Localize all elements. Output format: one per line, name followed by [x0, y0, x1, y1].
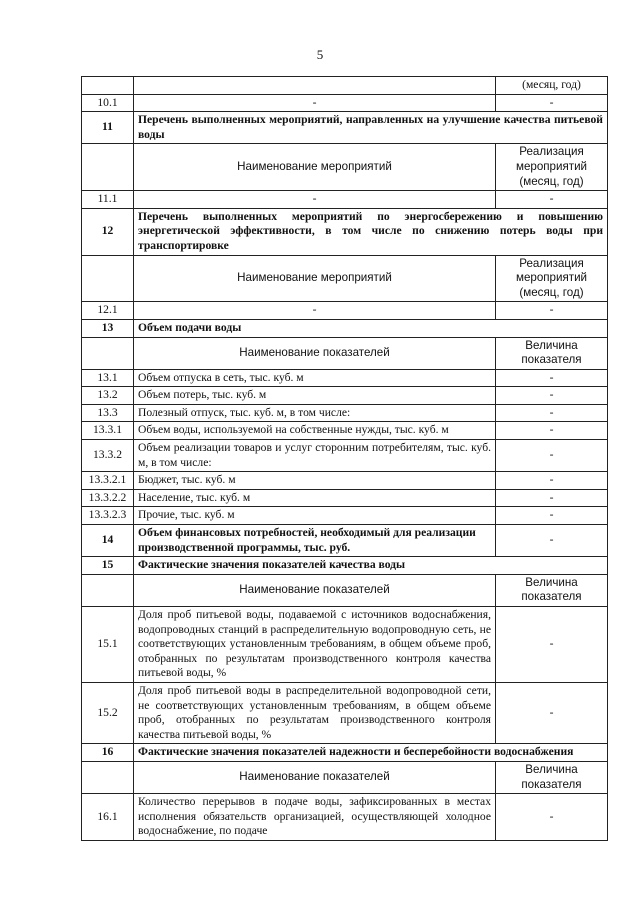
section-number: 13	[82, 319, 134, 337]
page-number: 5	[316, 47, 324, 62]
row-value: -	[496, 404, 608, 422]
measures-header: Наименование мероприятий	[134, 144, 496, 191]
table-row	[82, 191, 608, 209]
row-value: -	[496, 682, 608, 743]
section-title: Объем финансовых потребностей, необходимый для реализации производственной программы, тыс. руб.	[134, 525, 496, 557]
row-value: -	[496, 422, 608, 440]
table-row	[82, 387, 608, 405]
header-row	[82, 761, 608, 793]
indicators-header: Наименование показателей	[134, 761, 496, 793]
row-value: -	[496, 191, 608, 209]
row-name-dash: -	[134, 191, 496, 209]
value-header: Величина показателя	[496, 574, 608, 606]
table-row	[82, 302, 608, 320]
row-number: 15.1	[82, 607, 134, 683]
row-name: Объем воды, используемой на собственные нужды, тыс. куб. м	[134, 422, 496, 440]
row-value: -	[496, 369, 608, 387]
section-title: Фактические значения показателей качества воды	[134, 557, 608, 575]
table-row	[82, 472, 608, 490]
row-name: Доля проб питьевой воды в распределительной водопроводной сети, не соответствующих установленным требованиям, в общем объеме проб, отобранных по результатам производственного контроля качества питьевой воды, %	[134, 682, 496, 743]
header-row	[82, 574, 608, 606]
row-name: Объем потерь, тыс. куб. м	[134, 387, 496, 405]
header-row	[82, 144, 608, 191]
row-name: Население, тыс. куб. м	[134, 489, 496, 507]
row-number: 12.1	[82, 302, 134, 320]
measures-header: Наименование мероприятий	[134, 255, 496, 302]
row-value: -	[496, 387, 608, 405]
table-row	[82, 507, 608, 525]
production-program-table	[81, 76, 608, 841]
table-row	[82, 794, 608, 841]
row-name-dash: -	[134, 302, 496, 320]
row-name: Полезный отпуск, тыс. куб. м, в том числе:	[134, 404, 496, 422]
row-value: -	[496, 525, 608, 557]
row-number: 13.3.2.2	[82, 489, 134, 507]
row-value: -	[496, 507, 608, 525]
row-name: Количество перерывов в подаче воды, зафиксированных в местах исполнения обязательств организацией, осуществляющей холодное водоснабжение, по подаче	[134, 794, 496, 841]
value-header: Величина показателя	[496, 337, 608, 369]
section-row	[82, 744, 608, 762]
row-number: 13.1	[82, 369, 134, 387]
row-number: 13.3.1	[82, 422, 134, 440]
section-title: Объем подачи воды	[134, 319, 608, 337]
value-header: Величина показателя	[496, 761, 608, 793]
section-number: 14	[82, 525, 134, 557]
header-row	[82, 337, 608, 369]
table-row	[82, 94, 608, 112]
section-title: Перечень выполненных мероприятий по энергосбережению и повышению энергетической эффективности, в том числе по снижению потерь воды при транспортировке	[134, 208, 608, 255]
row-number: 13.3.2	[82, 440, 134, 472]
row-value: -	[496, 489, 608, 507]
row-value: -	[496, 302, 608, 320]
month-year-cell: (месяц, год)	[496, 77, 608, 95]
section-row	[82, 208, 608, 255]
section-number: 11	[82, 112, 134, 144]
row-number: 13.3.2.3	[82, 507, 134, 525]
table-row	[82, 77, 608, 95]
section-number: 15	[82, 557, 134, 575]
table-row	[82, 369, 608, 387]
implementation-header: Реализация мероприятий (месяц, год)	[496, 255, 608, 302]
row-number: 10.1	[82, 94, 134, 112]
row-name: Прочие, тыс. куб. м	[134, 507, 496, 525]
row-name: Бюджет, тыс. куб. м	[134, 472, 496, 490]
table-row	[82, 489, 608, 507]
row-name: Объем реализации товаров и услуг сторонним потребителям, тыс. куб. м, в том числе:	[134, 440, 496, 472]
section-title: Перечень выполненных мероприятий, направленных на улучшение качества питьевой воды	[134, 112, 608, 144]
table-row	[82, 440, 608, 472]
indicators-header: Наименование показателей	[134, 574, 496, 606]
table-row	[82, 682, 608, 743]
row-value: -	[496, 94, 608, 112]
row-value: -	[496, 794, 608, 841]
section-row	[82, 319, 608, 337]
indicators-header: Наименование показателей	[134, 337, 496, 369]
section-number: 16	[82, 744, 134, 762]
row-name-dash: -	[134, 94, 496, 112]
implementation-header: Реализация мероприятий (месяц, год)	[496, 144, 608, 191]
row-name: Объем отпуска в сеть, тыс. куб. м	[134, 369, 496, 387]
row-name: Доля проб питьевой воды, подаваемой с источников водоснабжения, водопроводных станций в распределительную водопроводную сеть, не соответствующих установленным требованиям, в общем объеме проб, отобранных по результатам производственного контроля качества питьевой воды, %	[134, 607, 496, 683]
header-row	[82, 255, 608, 302]
row-value: -	[496, 607, 608, 683]
section-number: 12	[82, 208, 134, 255]
table-row	[82, 404, 608, 422]
row-number: 16.1	[82, 794, 134, 841]
row-value: -	[496, 440, 608, 472]
section-row	[82, 525, 608, 557]
table-row	[82, 422, 608, 440]
section-row	[82, 112, 608, 144]
row-number: 13.2	[82, 387, 134, 405]
section-row	[82, 557, 608, 575]
row-number: 13.3	[82, 404, 134, 422]
row-value: -	[496, 472, 608, 490]
row-number: 11.1	[82, 191, 134, 209]
row-number: 15.2	[82, 682, 134, 743]
table-row	[82, 607, 608, 683]
section-title: Фактические значения показателей надежности и бесперебойности водоснабжения	[134, 744, 608, 762]
row-number: 13.3.2.1	[82, 472, 134, 490]
